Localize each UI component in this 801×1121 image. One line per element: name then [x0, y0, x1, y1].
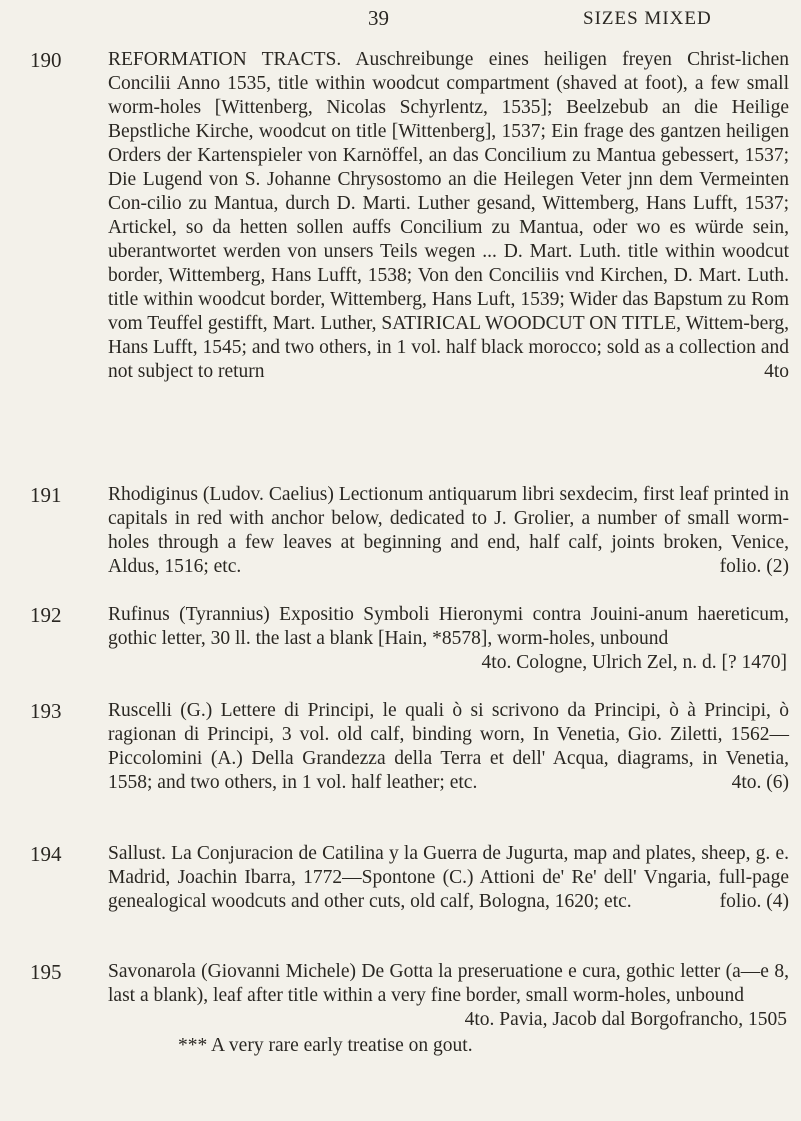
- lot-number: 195: [30, 960, 62, 984]
- lot-text: Ruscelli (G.) Lettere di Principi, le quali ò si scrivono da Principi, ò à Principi, ò ragionan di Principi, 3 vol. old calf, binding worn, In Venetia, Gio. Ziletti, 1562—Piccolomini (A.) Della Grandezza della Terra et dell' Acqua, diagrams, in Venetia, 1558; and two others, in 1 vol. half leather; etc.: [108, 700, 789, 793]
- lot-text: REFORMATION TRACTS. Auschreibunge eines heiligen freyen Christ-lichen Concilii Anno 1535, title within woodcut compartment (shaved at foot), a few small worm-holes [Wittenberg, Nicolas Schyrlentz, 1535]; Beelzebub an die Heilige Bepstliche Kirche, woodcut on title [Wittenberg], 1537; Ein frage des gantzen heiligen Orders der Kartenspieler von Karnöffel, an das Concilium zu Mantua gebessert, 1537; Die Lugend von S. Johanne Chrysostomo an die Heilegen Veter jnn dem Vermeinten Con-cilio zu Mantua, durch D. Marti. Luther gesand, Wittemberg, Hans Lufft, 1537; Artickel, so da hetten sollen auffs Concilium zu Mantua, oder wo es würde sein, uberantwortet werden von unsers Teils wegen ... D. Mart. Luth. title within woodcut border, Wittemberg, Hans Lufft, 1538; Von den Conciliis vnd Kirchen, D. Mart. Luth. title within woodcut border, Wittemberg, Hans Luft, 1539; Wider das Bapstum zu Rom vom Teuffel gestifft, Mart. Luther, SATIRICAL WOODCUT ON TITLE, Wittem-berg, Hans Lufft, 1545; and two others, in 1 vol. half black morocco; sold as a collection and not subject to return: [108, 49, 789, 382]
- lot-format: 4to. (6): [731, 772, 789, 793]
- lot-description: [108, 842, 789, 914]
- lot-description: [108, 603, 789, 675]
- lot-entry: [30, 483, 790, 579]
- lot-text: Sallust. La Conjuracion de Catilina y la Guerra de Jugurta, map and plates, sheep, g. e. Madrid, Joachin Ibarra, 1772—Spontone (C.) Attioni de' Re' dell' Vngaria, full-page genealogical woodcuts and other cuts, old calf, Bologna, 1620; etc.: [108, 843, 789, 912]
- lot-description: [108, 48, 789, 384]
- lot-entry: [30, 699, 790, 795]
- lot-entry: [30, 842, 790, 914]
- lot-imprint: 4to. Pavia, Jacob dal Borgofrancho, 1505: [464, 1009, 787, 1030]
- lot-number: 190: [30, 48, 62, 72]
- lot-imprint: 4to. Cologne, Ulrich Zel, n. d. [? 1470]: [481, 652, 787, 673]
- lot-number: 191: [30, 483, 62, 507]
- lot-description: [108, 483, 789, 579]
- lot-text: Savonarola (Giovanni Michele) De Gotta la preseruatione e cura, gothic letter (a—e 8, last a blank), leaf after title within a very fine border, small worm-holes, unbound: [108, 961, 789, 1006]
- lot-number: 193: [30, 699, 62, 723]
- lot-format: folio. (2): [719, 556, 789, 577]
- lot-entry: [30, 960, 790, 1058]
- page-header: [0, 6, 801, 36]
- lot-description: [108, 699, 789, 795]
- lot-description: [108, 960, 789, 1058]
- lot-number: 192: [30, 603, 62, 627]
- lot-note: *** A very rare early treatise on gout.: [178, 1035, 473, 1056]
- lot-format: folio. (4): [719, 891, 789, 912]
- running-head: SIZES MIXED: [583, 8, 712, 29]
- page-number: 39: [368, 6, 389, 30]
- lot-entry: [30, 603, 790, 675]
- lot-format: 4to: [764, 361, 789, 382]
- lot-entry: [30, 48, 790, 384]
- lot-number: 194: [30, 842, 62, 866]
- lot-text: Rufinus (Tyrannius) Expositio Symboli Hieronymi contra Jouini-anum haereticum, gothic letter, 30 ll. the last a blank [Hain, *8578], worm-holes, unbound: [108, 604, 789, 649]
- lot-text: Rhodiginus (Ludov. Caelius) Lectionum antiquarum libri sexdecim, first leaf printed in capitals in red with anchor below, dedicated to J. Grolier, a number of small worm-holes through a few leaves at beginning and end, half calf, joints broken, Venice, Aldus, 1516; etc.: [108, 484, 789, 577]
